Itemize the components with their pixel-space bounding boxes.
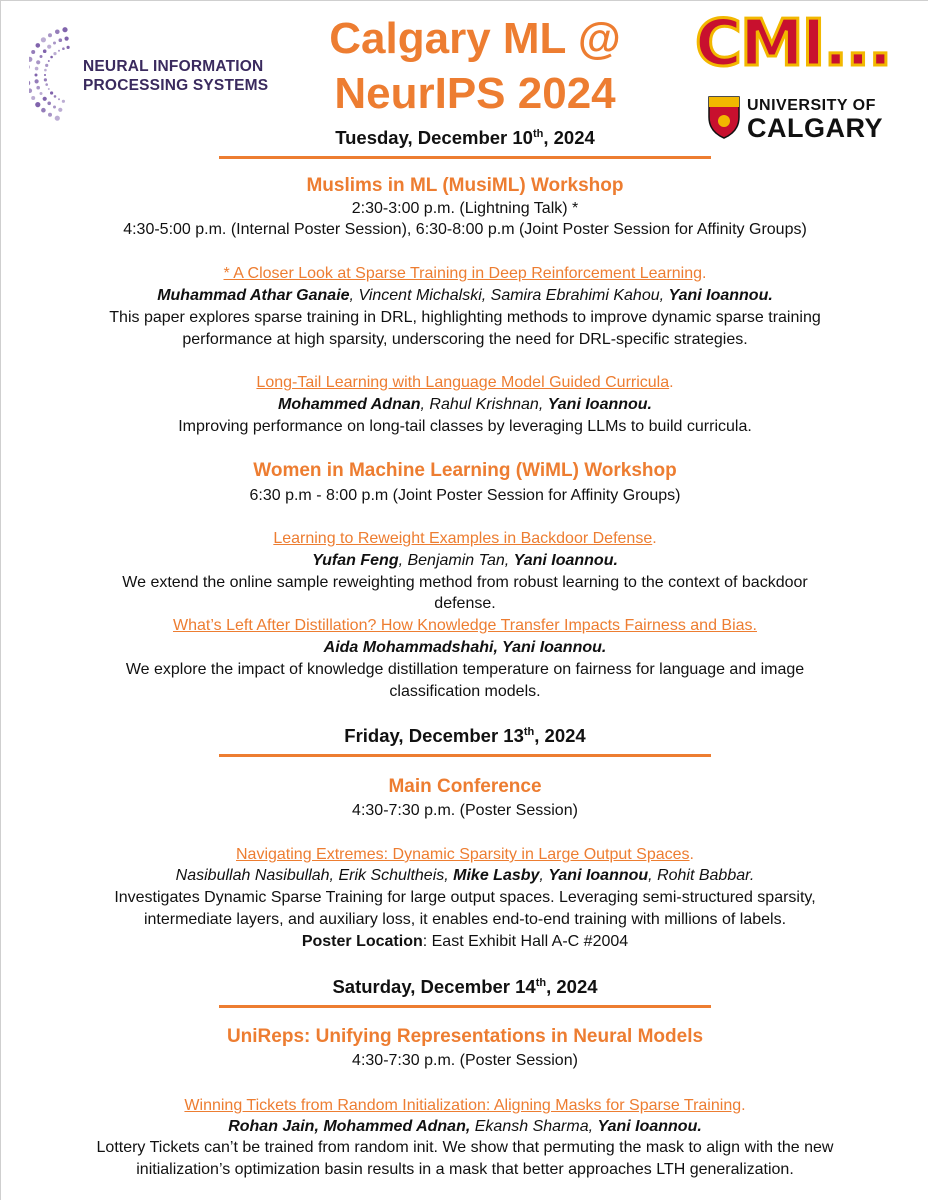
paper-title: * A Closer Look at Sparse Training in Deep Reinforcement Learning. <box>223 265 707 282</box>
author-name: Ekansh Sharma <box>474 1118 589 1135</box>
section-time: 2:30-3:00 p.m. (Lightning Talk) * <box>351 200 579 217</box>
paper-link[interactable]: Long-Tail Learning with Language Model Guided Curricula <box>256 374 670 391</box>
paper-description: defense. <box>434 595 496 612</box>
paper-description: Improving performance on long-tail classes by leveraging LLMs to build curricula. <box>178 418 752 435</box>
author-name: Rohan Jain, Mohammed Adnan, <box>228 1118 471 1135</box>
section-time: 4:30-7:30 p.m. (Poster Session) <box>352 802 578 819</box>
author-name: Nasibullah Nasibullah <box>175 867 330 884</box>
paper-link[interactable]: Navigating Extremes: Dynamic Sparsity in Large Output Spaces <box>236 846 690 863</box>
paper-description: intermediate layers, and auxiliary loss, it enables end-to-end training with millions of labels. <box>143 911 787 928</box>
neurips-logo <box>29 21 279 129</box>
paper-description: We extend the online sample reweighting method from robust learning to the context of backdoor <box>122 574 808 591</box>
day-heading-friday: Friday, December 13th, 2024 <box>344 725 586 746</box>
day-heading-tuesday: Tuesday, December 10th, 2024 <box>335 127 595 148</box>
section-title-wiml: Women in Machine Learning (WiML) Workshop <box>253 460 677 481</box>
author-name: Erik Schultheis <box>338 867 445 884</box>
paper-title <box>41 616 889 636</box>
paper-link[interactable]: * A Closer Look at Sparse Training in Deep Reinforcement Learning <box>223 265 703 282</box>
paper-description: Investigates Dynamic Sparse Training for large output spaces. Leveraging semi-structured sparsity, <box>114 889 816 906</box>
neurips-logo-icon <box>29 21 89 129</box>
paper-description: initialization’s optimization basin results in a mask that better approaches LTH generalization. <box>136 1161 794 1178</box>
uofc-line-2: CALGARY <box>747 113 883 143</box>
author-name: Yani Ioannou. <box>668 287 773 304</box>
author-name: Samira Ebrahimi Kahou <box>490 287 660 304</box>
author-name: Yufan Feng <box>312 552 399 569</box>
paper-authors: Yufan Feng, Benjamin Tan, Yani Ioannou. <box>312 552 618 569</box>
uofc-line-1: UNIVERSITY OF <box>747 97 876 114</box>
author-name: Yani Ioannou. <box>513 552 618 569</box>
author-name: Yani Ioannou. <box>547 396 652 413</box>
section-time: 4:30-7:30 p.m. (Poster Session) <box>352 1052 578 1069</box>
author-name: Mike Lasby <box>453 867 540 884</box>
paper-link[interactable]: Learning to Reweight Examples in Backdoor Defense <box>273 530 653 547</box>
paper-authors: Muhammad Athar Ganaie, Vincent Michalski, Samira Ebrahimi Kahou, Yani Ioannou. <box>157 287 773 304</box>
paper-title: Navigating Extremes: Dynamic Sparsity in Large Output Spaces. <box>236 846 694 863</box>
paper-description: This paper explores sparse training in DRL, highlighting methods to improve dynamic sparse training <box>109 309 821 326</box>
author-name: Rahul Krishnan <box>429 396 539 413</box>
page-title <box>291 11 659 121</box>
author-name: Rohit Babbar. <box>657 867 755 884</box>
paper-title: Long-Tail Learning with Language Model Guided Curricula. <box>256 374 674 391</box>
section-title-unireps: UniReps: Unifying Representations in Neural Models <box>226 1026 704 1047</box>
poster-location-value: : East Exhibit Hall A-C #2004 <box>422 933 629 950</box>
author-name: Yani Ioannou. <box>597 1118 702 1135</box>
paper-link[interactable]: What’s Left After Distillation? How Knowledge Transfer Impacts Fairness and Bias. <box>173 617 757 634</box>
paper-authors: Nasibullah Nasibullah, Erik Schultheis, Mike Lasby, Yani Ioannou, Rohit Babbar. <box>175 867 755 884</box>
author-name: Mohammed Adnan <box>277 396 421 413</box>
section-time: 4:30-5:00 p.m. (Internal Poster Session), 6:30-8:00 p.m (Joint Poster Session for Affinity Groups) <box>123 221 807 238</box>
neurips-logo-line-2: PROCESSING SYSTEMS <box>83 77 269 94</box>
day-heading-saturday: Saturday, December 14th, 2024 <box>332 976 598 997</box>
poster-location <box>41 932 889 952</box>
title-line-1: Calgary ML @ <box>329 14 621 63</box>
author-name: Yani Ioannou <box>548 867 649 884</box>
neurips-logo-line-1: NEURAL INFORMATION <box>83 58 264 75</box>
paper-link[interactable]: Winning Tickets from Random Initialization: Aligning Masks for Sparse Training <box>184 1097 742 1114</box>
author-name: Muhammad Athar Ganaie <box>157 287 350 304</box>
paper-authors: Rohan Jain, Mohammed Adnan, Ekansh Sharma, Yani Ioannou. <box>228 1118 702 1135</box>
paper-description: performance at high sparsity, underscoring the need for DRL-specific strategies. <box>182 331 748 348</box>
paper-title: Learning to Reweight Examples in Backdoor Defense. <box>273 530 657 547</box>
paper-authors: Mohammed Adnan, Rahul Krishnan, Yani Ioannou. <box>277 396 652 413</box>
cmi-logo-text: CMI... <box>695 7 891 81</box>
paper-description: We explore the impact of knowledge distillation temperature on fairness for language and image <box>125 661 805 678</box>
section-title-musiml: Muslims in ML (MusiML) Workshop <box>306 175 624 196</box>
title-line-2: NeurIPS 2024 <box>334 69 616 118</box>
poster-location-label: Poster Location <box>301 933 423 950</box>
section-title-main-conference: Main Conference <box>388 776 542 797</box>
author-name: Vincent Michalski <box>358 287 482 304</box>
divider <box>219 1005 711 1008</box>
paper-authors <box>41 638 889 658</box>
author-name: Aida Mohammadshahi, Yani Ioannou. <box>323 639 607 656</box>
author-name: Benjamin Tan <box>407 552 505 569</box>
divider <box>219 754 711 757</box>
paper-description: Lottery Tickets can’t be trained from random init. We show that permuting the mask to align with the new <box>96 1139 834 1156</box>
divider <box>219 156 711 159</box>
paper-description: classification models. <box>389 683 541 700</box>
paper-title: Winning Tickets from Random Initialization: Aligning Masks for Sparse Training. <box>184 1097 746 1114</box>
section-time: 6:30 p.m - 8:00 p.m (Joint Poster Session for Affinity Groups) <box>249 487 681 504</box>
uofc-logo <box>695 5 921 145</box>
